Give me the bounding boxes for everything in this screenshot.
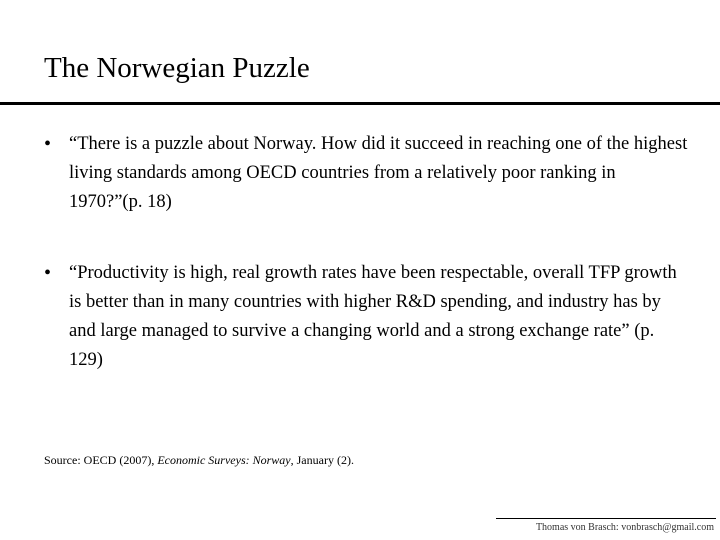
source-prefix: Source: OECD (2007), xyxy=(44,453,158,467)
slide-title: The Norwegian Puzzle xyxy=(44,52,310,84)
footer-divider xyxy=(496,518,716,519)
source-citation xyxy=(44,452,354,468)
bullet-marker: • xyxy=(44,262,52,284)
title-divider xyxy=(0,102,720,105)
source-publication: Economic Surveys: Norway xyxy=(157,453,291,467)
bullet-marker: • xyxy=(44,133,52,155)
bullet-text: “There is a puzzle about Norway. How did it succeed in reaching one of the highest living standards among OECD countries from a relatively poor ranking in 1970?”(p. 18) xyxy=(69,134,688,212)
bullet-text: “Productivity is high, real growth rates have been respectable, overall TFP growth is better than in many countries with higher R&D spending, and industry has by and large managed to survive a changing world and a strong exchange rate” (p. 129) xyxy=(69,263,677,370)
source-suffix: , January (2). xyxy=(290,453,354,467)
footer-author: Thomas von Brasch: vonbrasch@gmail.com xyxy=(535,522,714,533)
